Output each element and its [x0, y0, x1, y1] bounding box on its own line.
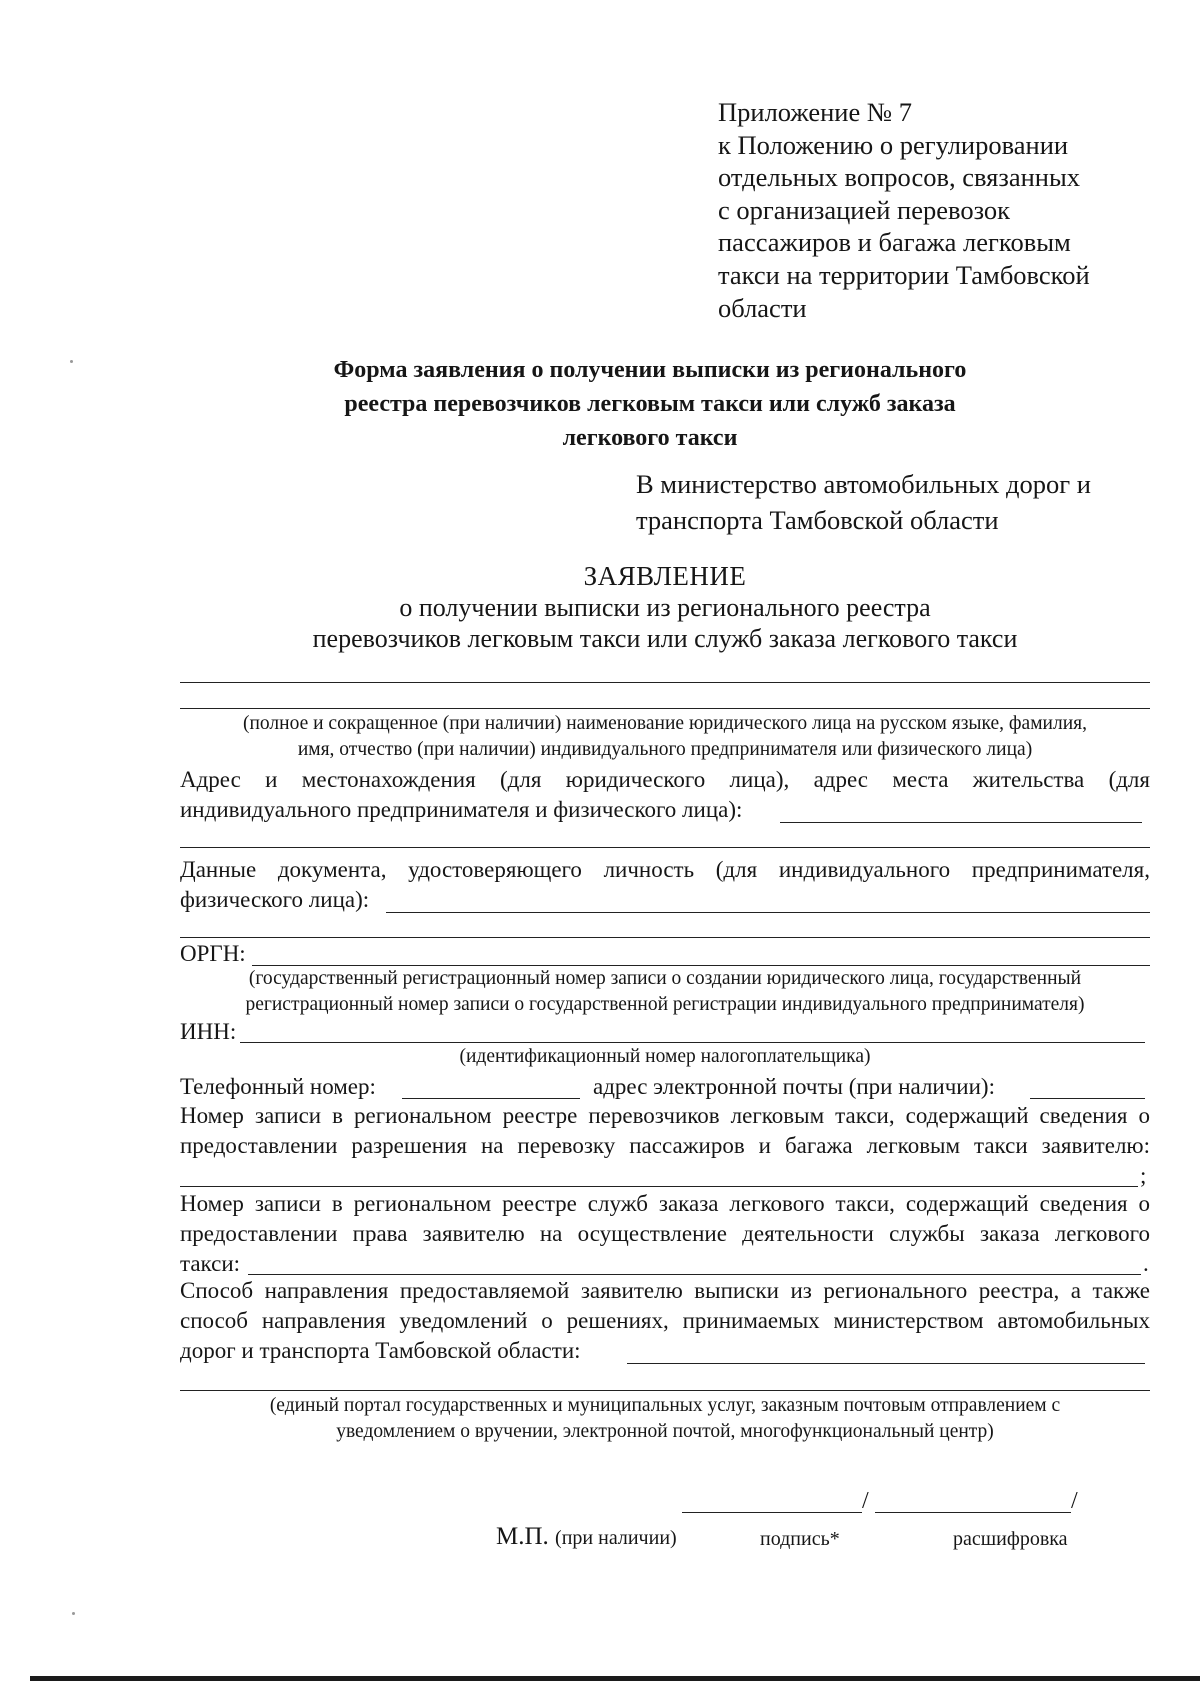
- applicant-name-hint: [150, 711, 1180, 763]
- stamp-abbrev: М.П.: [496, 1523, 549, 1550]
- carrier-record-field[interactable]: [180, 1186, 1138, 1187]
- service-record-label-line3: такси:: [180, 1251, 241, 1276]
- phone-label: Телефонный номер:: [180, 1074, 376, 1099]
- form-title: [240, 353, 1060, 455]
- signature-label: подпись*: [760, 1528, 840, 1550]
- id-document-label-line1: Данные документа, удостоверяющего личность (для индивидуального предпринимателя,: [180, 857, 1150, 882]
- appendix-line: отдельных вопросов, связанных: [718, 162, 1081, 193]
- id-document-field[interactable]: [386, 912, 1150, 913]
- decoding-slash: /: [1071, 1488, 1078, 1514]
- phone-field[interactable]: [402, 1098, 580, 1099]
- appendix-header: [718, 96, 1158, 324]
- signature-field[interactable]: [682, 1512, 862, 1513]
- name-decoding-field[interactable]: [875, 1512, 1071, 1513]
- delivery-field-2[interactable]: [180, 1390, 1150, 1391]
- form-title-line: легкового такси: [562, 425, 738, 451]
- delivery-label-line1: Способ направления предоставляемой заявителю выписки из регионального реестра, а также: [180, 1278, 1150, 1303]
- form-title-line: реестра перевозчиков легковым такси или служб заказа: [344, 391, 956, 417]
- hint-line: (полное и сокращенное (при наличии) наименование юридического лица на русском языке, фамилия,: [243, 713, 1087, 734]
- hint-line: (идентификационный номер налогоплательщика): [459, 1046, 871, 1067]
- appendix-line: такси на территории Тамбовской: [718, 259, 1090, 290]
- carrier-record-end: ;: [1140, 1163, 1147, 1188]
- addressee-line: транспорта Тамбовской области: [636, 505, 999, 535]
- inn-field[interactable]: [240, 1042, 1145, 1043]
- carrier-record-label-line2: предоставлении разрешения на перевозку пассажиров и багажа легковым такси заявителю:: [180, 1133, 1150, 1158]
- appendix-line: с организацией перевозок: [718, 194, 1011, 225]
- hint-line: (единый портал государственных и муниципальных услуг, заказным почтовым отправлением с: [269, 1395, 1061, 1416]
- addressee: [636, 466, 1091, 538]
- bottom-border-rule: [30, 1676, 1200, 1681]
- inn-hint: [150, 1044, 1180, 1070]
- statement-subtitle-line: перевозчиков легковым такси или служб заказа легкового такси: [312, 624, 1018, 653]
- applicant-name-field[interactable]: [180, 682, 1150, 683]
- address-label-line1: Адрес и местонахождения (для юридического лица), адрес места жительства (для: [180, 767, 1150, 792]
- service-record-end: .: [1143, 1251, 1149, 1276]
- stamp-note: (при наличии): [555, 1527, 677, 1549]
- applicant-name-field-2[interactable]: [180, 708, 1150, 709]
- signature-slash: /: [862, 1488, 869, 1514]
- carrier-record-label-line1: Номер записи в региональном реестре перевозчиков легковым такси, содержащий сведения о: [180, 1103, 1150, 1128]
- scan-speck: [70, 360, 73, 363]
- hint-line: (государственный регистрационный номер записи о создании юридического лица, государственный: [248, 968, 1082, 989]
- address-field[interactable]: [780, 822, 1142, 823]
- form-title-line: Форма заявления о получении выписки из регионального: [333, 357, 967, 383]
- addressee-line: В министерство автомобильных дорог и: [636, 469, 1091, 499]
- address-field-2[interactable]: [180, 847, 1150, 848]
- statement-subtitle-line: о получении выписки из регионального реестра: [399, 593, 931, 622]
- delivery-label-line3: дорог и транспорта Тамбовской области:: [180, 1338, 581, 1363]
- decoding-label: расшифровка: [953, 1528, 1068, 1550]
- statement-title: ЗАЯВЛЕНИЕ: [583, 561, 747, 591]
- service-record-label-line1: Номер записи в региональном реестре служб заказа легкового такси, содержащий сведения о: [180, 1191, 1150, 1216]
- inn-label: ИНН:: [180, 1019, 237, 1044]
- ogrn-hint: [150, 966, 1180, 1018]
- scan-speck: [72, 1612, 75, 1615]
- ogrn-label: ОРГН:: [180, 941, 246, 966]
- appendix-line: Приложение № 7: [718, 97, 913, 127]
- email-label: адрес электронной почты (при наличии):: [593, 1074, 995, 1099]
- delivery-hint: [150, 1393, 1180, 1445]
- id-document-label-line2: физического лица):: [180, 887, 370, 912]
- hint-line: уведомлением о вручении, электронной почтой, многофункциональный центр): [336, 1421, 994, 1442]
- statement-heading: [200, 561, 1130, 654]
- service-record-label-line2: предоставлении права заявителю на осуществление деятельности службы заказа легкового: [180, 1221, 1150, 1246]
- delivery-field[interactable]: [627, 1363, 1145, 1364]
- hint-line: регистрационный номер записи о государственной регистрации индивидуального предпринимателя): [245, 994, 1085, 1015]
- email-field[interactable]: [1030, 1098, 1145, 1099]
- id-document-field-2[interactable]: [180, 937, 1150, 938]
- stamp-label: [496, 1522, 677, 1553]
- delivery-label-line2: способ направления уведомлений о решениях, принимаемых министерством автомобильных: [180, 1308, 1150, 1333]
- appendix-line: к Положению о регулировании: [718, 129, 1069, 160]
- address-label-line2: индивидуального предпринимателя и физического лица):: [180, 797, 743, 822]
- appendix-line: области: [718, 292, 807, 323]
- appendix-line: пассажиров и багажа легковым: [718, 227, 1071, 258]
- service-record-field[interactable]: [248, 1274, 1141, 1275]
- hint-line: имя, отчество (при наличии) индивидуального предпринимателя или физического лица): [297, 739, 1033, 760]
